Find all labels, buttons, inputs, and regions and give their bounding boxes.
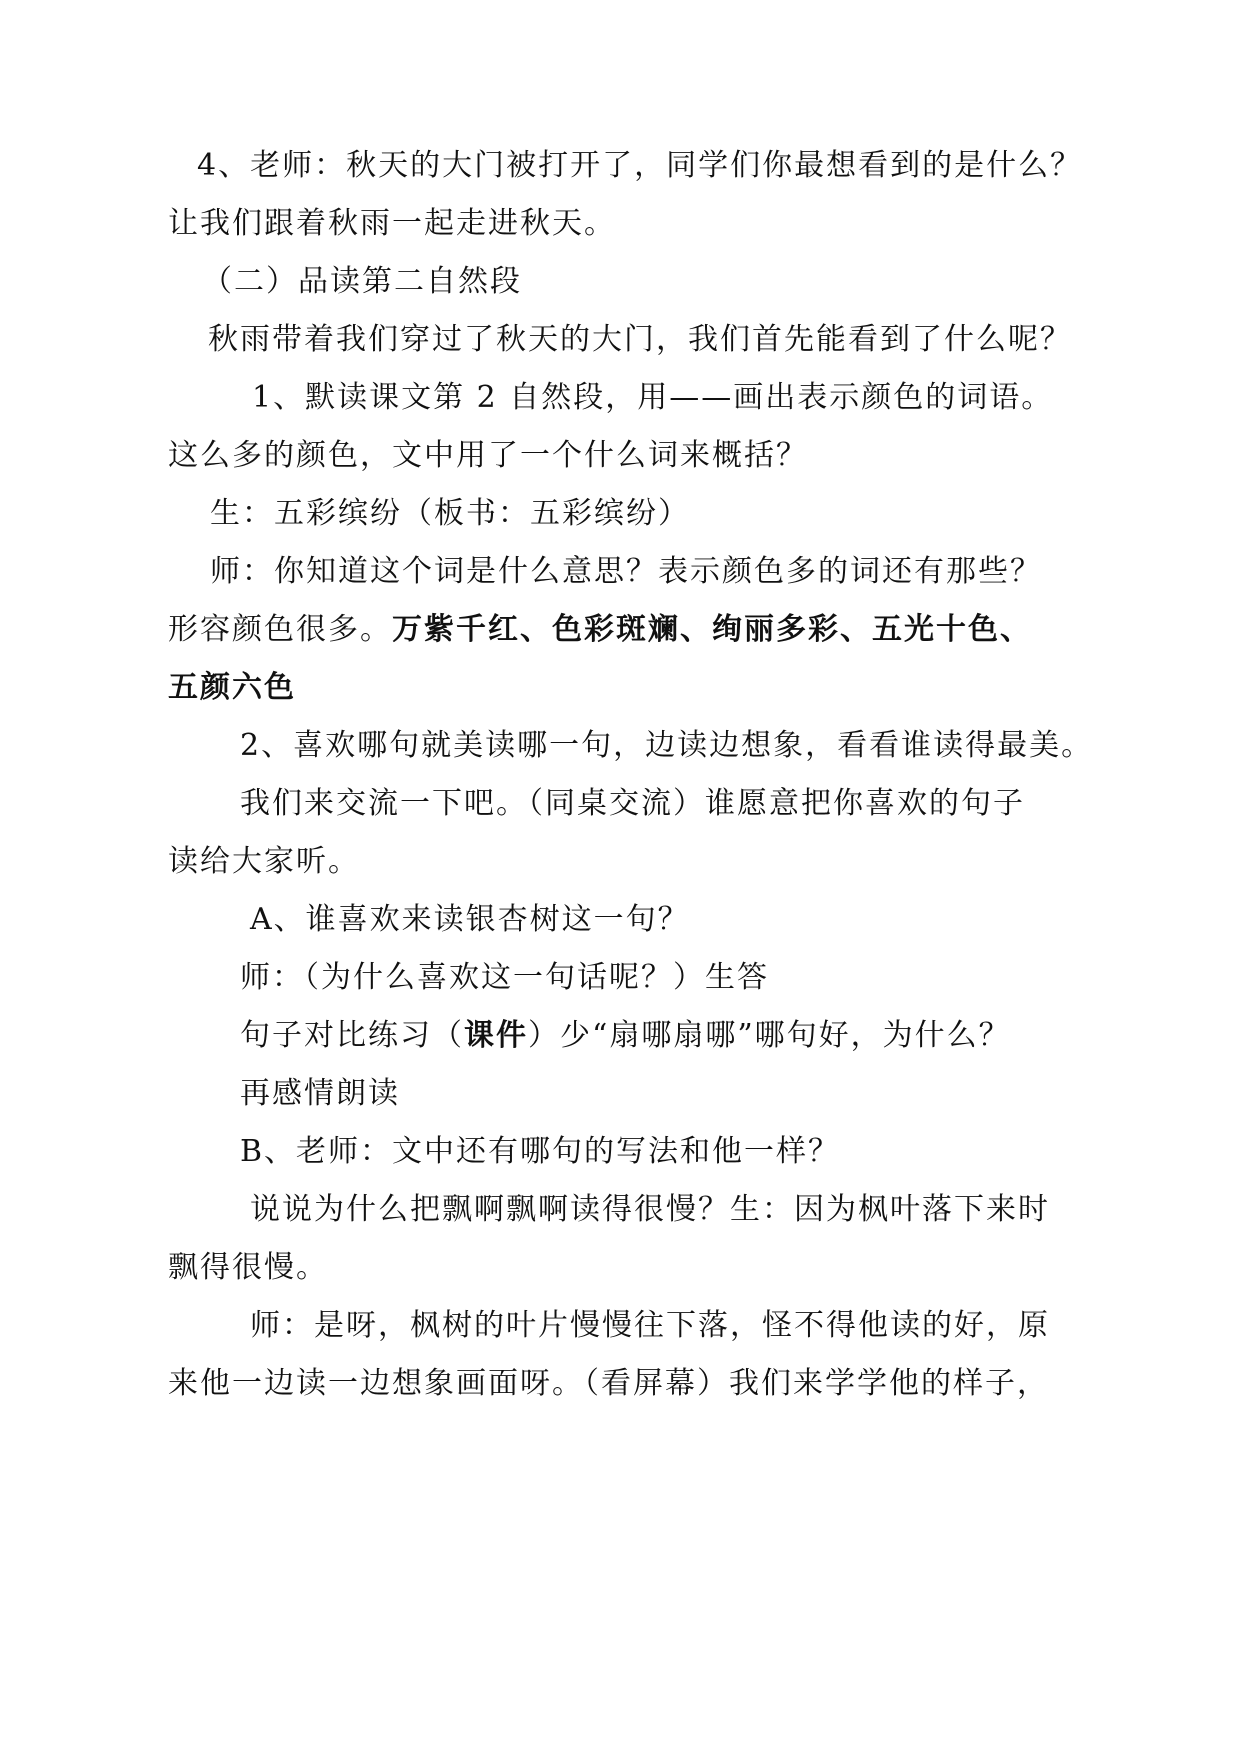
paragraph-line: 师：是呀，枫树的叶片慢慢往下落，怪不得他读的好，原: [250, 1308, 1050, 1343]
bold-word-list: 万紫千红、色彩斑斓、绚丽多彩、五光十色、: [392, 612, 1032, 647]
paragraph-line: 1、默读课文第 2 自然段，用——画出表示颜色的词语。: [252, 380, 1054, 415]
section-heading: （二）品读第二自然段: [202, 264, 522, 299]
paragraph-line: 师：（为什么喜欢这一句话呢？）生答: [240, 960, 769, 995]
paragraph-line: B、老师：文中还有哪句的写法和他一样？: [240, 1134, 841, 1169]
paragraph-line: 读给大家听。: [168, 844, 360, 879]
paragraph-line: 师：你知道这个词是什么意思？表示颜色多的词还有那些？: [210, 554, 1042, 589]
paragraph-line: 秋雨带着我们穿过了秋天的大门，我们首先能看到了什么呢？: [208, 322, 1072, 357]
paragraph-line: 形容颜色很多。: [168, 612, 392, 647]
line-text: ）少“扇哪扇哪”哪句好，为什么？: [528, 1018, 1011, 1053]
paragraph-line: 飘得很慢。: [168, 1250, 328, 1285]
paragraph-line: 这么多的颜色，文中用了一个什么词来概括？: [168, 438, 808, 473]
line-text: 句子对比练习（: [240, 1018, 464, 1053]
bold-word-list: 五颜六色: [168, 670, 296, 705]
paragraph-line: 让我们跟着秋雨一起走进秋天。: [168, 206, 616, 241]
paragraph-line: 生：五彩缤纷（板书：五彩缤纷）: [210, 496, 690, 531]
paragraph-line: 再感情朗读: [240, 1076, 400, 1111]
paragraph-line: 我们来交流一下吧。（同桌交流）谁愿意把你喜欢的句子: [240, 786, 1025, 821]
paragraph-line: 说说为什么把飘啊飘啊读得很慢？生：因为枫叶落下来时: [250, 1192, 1050, 1227]
paragraph-line: 2、喜欢哪句就美读哪一句，边读边想象，看看谁读得最美。: [240, 728, 1094, 763]
bold-keyword: 课件: [464, 1018, 528, 1053]
paragraph-line: A、谁喜欢来读银杏树这一句？: [250, 902, 690, 937]
paragraph-line: [240, 1016, 1011, 1056]
paragraph-line: 4、老师：秋天的大门被打开了，同学们你最想看到的是什么？: [197, 148, 1083, 183]
paragraph-line: 来他一边读一边想象画面呀。（看屏幕）我们来学学他的样子，: [168, 1366, 1049, 1401]
